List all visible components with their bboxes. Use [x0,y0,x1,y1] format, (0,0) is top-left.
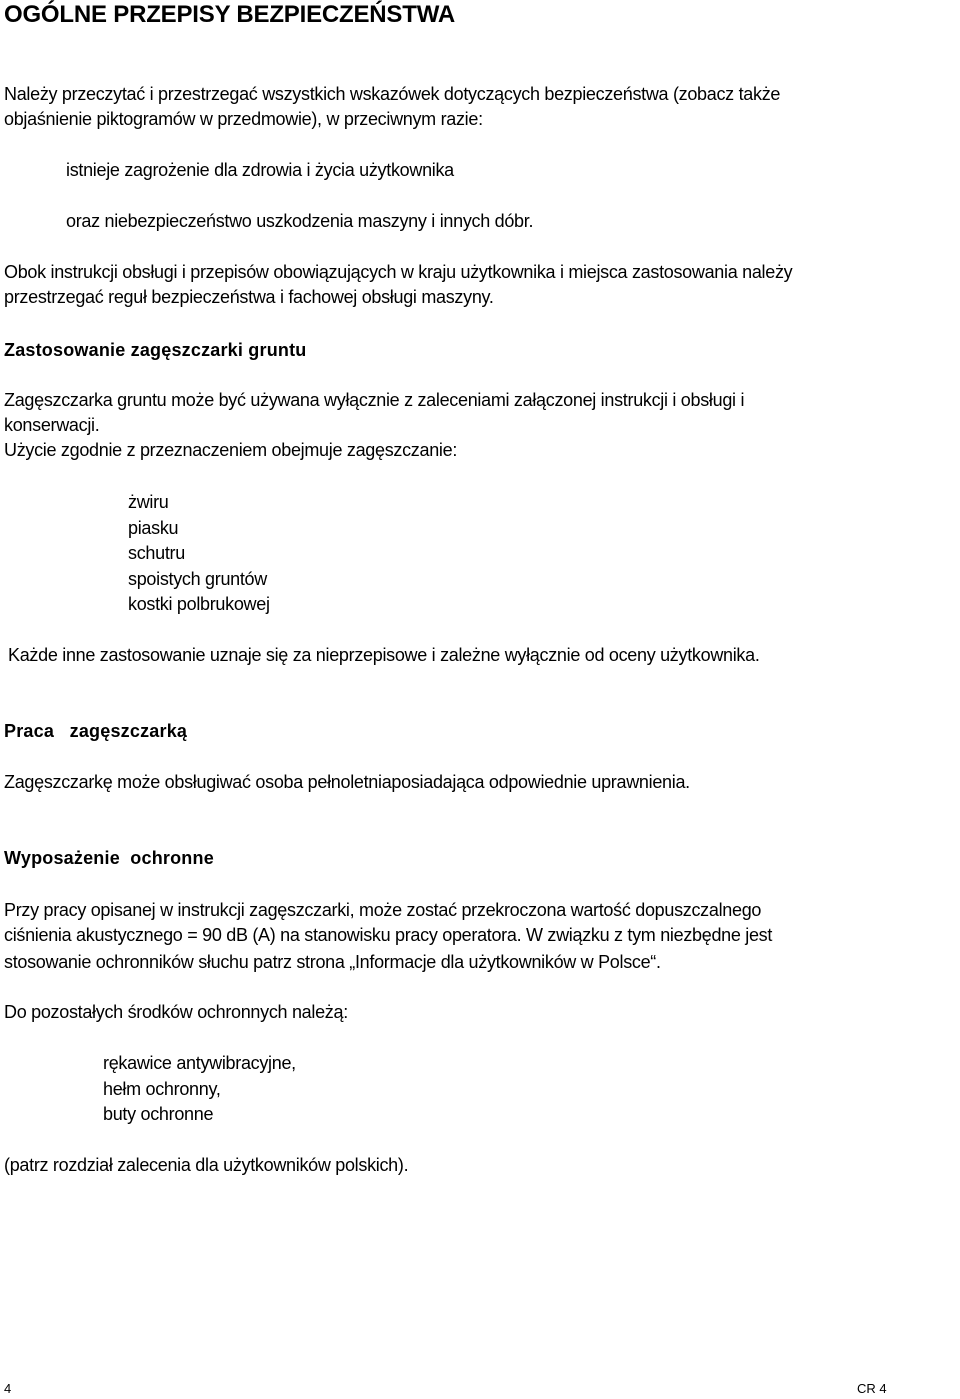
usage-line-3: Użycie zgodnie z przeznaczeniem obejmuje zagęszczanie: [4,440,458,460]
document-code: CR 4 [857,1381,887,1396]
equipment-line-3: stosowanie ochronników słuchu patrz strona „Informacje dla użytkowników w Polsce“. [4,952,661,972]
list-item: kostki polbrukowej [128,594,270,614]
page-number: 4 [4,1381,12,1396]
equipment-line-2: ciśnienia akustycznego = 90 dB (A) na stanowisku pracy operatora. W związku z tym niezbędne jest [4,925,773,945]
usage-line-2: konserwacji. [4,415,100,435]
list-item: żwiru [128,492,169,512]
intro-line-2: objaśnienie piktogramów w przedmowie), w przeciwnym razie: [4,109,483,129]
page-title: OGÓLNE PRZEPISY BEZPIECZEŃSTWA [4,1,455,28]
usage-heading: Zastosowanie zagęszczarki gruntu [4,340,307,360]
list-item: rękawice antywibracyjne, [103,1053,296,1073]
regulations-line-2: przestrzegać reguł bezpieczeństwa i fachowej obsługi maszyny. [4,287,494,307]
intro-line-1: Należy przeczytać i przestrzegać wszystkich wskazówek dotyczących bezpieczeństwa (zobacz także [4,84,781,104]
list-item: spoistych gruntów [128,568,267,589]
materials-list [128,490,270,618]
risk-health: istnieje zagrożenie dla zdrowia i życia użytkownika [66,160,454,180]
equipment-heading: Wyposażenie ochronne [4,848,214,868]
usage-line-1: Zagęszczarka gruntu może być używana wyłącznie z zaleceniami załączonej instrukcji i obsługi i [4,390,745,410]
equipment-other-intro: Do pozostałych środków ochronnych należą: [4,1002,348,1022]
risk-machine: oraz niebezpieczeństwo uszkodzenia maszyny i innych dóbr. [66,211,534,231]
equipment-list [103,1051,296,1128]
regulations-line-1: Obok instrukcji obsługi i przepisów obowiązujących w kraju użytkownika i miejsca zastosowania należy [4,262,793,282]
list-item: schutru [128,543,185,563]
list-item: piasku [128,517,179,538]
equipment-line-1: Przy pracy opisanej w instrukcji zagęszczarki, może zostać przekroczona wartość dopuszczalnego [4,900,762,920]
operation-heading: Praca zagęszczarką [4,721,188,741]
list-item: hełm ochronny, [103,1078,221,1099]
usage-other: Każde inne zastosowanie uznaje się za nieprzepisowe i zależne wyłącznie od oceny użytkownika. [8,645,760,665]
operation-text: Zagęszczarkę może obsługiwać osoba pełnoletniaposiadająca odpowiednie uprawnienia. [4,772,690,792]
list-item: buty ochronne [103,1104,214,1124]
equipment-note: (patrz rozdział zalecenia dla użytkowników polskich). [4,1155,409,1175]
